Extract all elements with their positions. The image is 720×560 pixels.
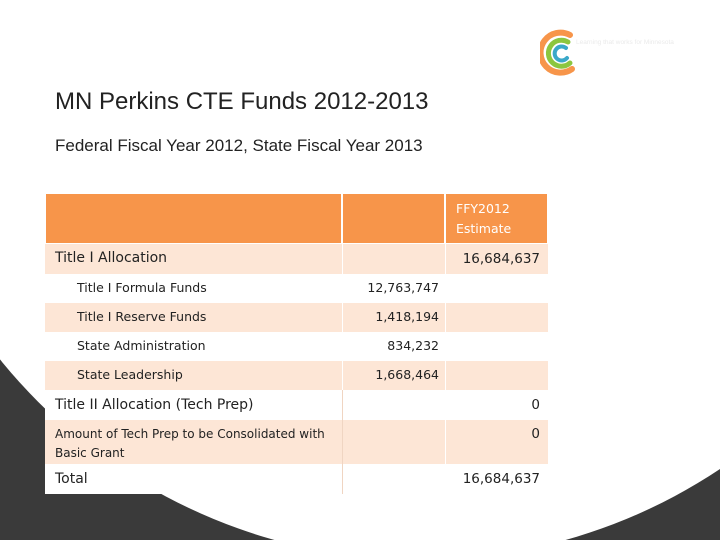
slide-subtitle: Federal Fiscal Year 2012, State Fiscal Year 2013	[55, 136, 423, 155]
row-label-state-administration: State Administration	[77, 338, 206, 353]
cte-logo	[540, 25, 674, 85]
header-ffy-label: FFY2012	[456, 201, 510, 216]
cell-grand-total: 16,684,637	[462, 471, 540, 487]
row-label-title-i-formula-funds: Title I Formula Funds	[77, 280, 207, 295]
cell-title-i-total: 16,684,637	[462, 251, 540, 267]
row-label-tech-prep-consolidated: Amount of Tech Prep to be Consolidated with Basic Grant	[55, 427, 325, 460]
header-estimate-label: Estimate	[456, 221, 512, 236]
logo-tagline: Learning that works for Minnesota	[576, 39, 674, 46]
cell-state-admin-amount: 834,232	[387, 338, 439, 353]
cell-tech-prep-total: 0	[531, 426, 540, 442]
row-label-total: Total	[55, 471, 88, 487]
cell-state-leadership-amount: 1,668,464	[375, 367, 439, 382]
header-cell-estimate	[445, 193, 548, 244]
header-cell-label	[45, 193, 342, 244]
row-label-title-i-reserve-funds: Title I Reserve Funds	[77, 309, 207, 324]
slide-title: MN Perkins CTE Funds 2012-2013	[55, 88, 429, 115]
cell-formula-funds-amount: 12,763,747	[367, 280, 439, 295]
cte-swirl-icon	[540, 29, 576, 79]
column-divider	[342, 390, 343, 494]
column-divider	[445, 244, 446, 494]
row-label-title-ii-allocation: Title II Allocation (Tech Prep)	[55, 397, 254, 413]
row-label-state-leadership: State Leadership	[77, 367, 183, 382]
row-label-title-i-allocation: Title I Allocation	[55, 250, 168, 266]
header-cell-sub	[342, 193, 445, 244]
cell-title-ii-total: 0	[531, 397, 540, 413]
logo-wordmark: CTE	[575, 47, 628, 75]
cell-reserve-funds-amount: 1,418,194	[375, 309, 439, 324]
